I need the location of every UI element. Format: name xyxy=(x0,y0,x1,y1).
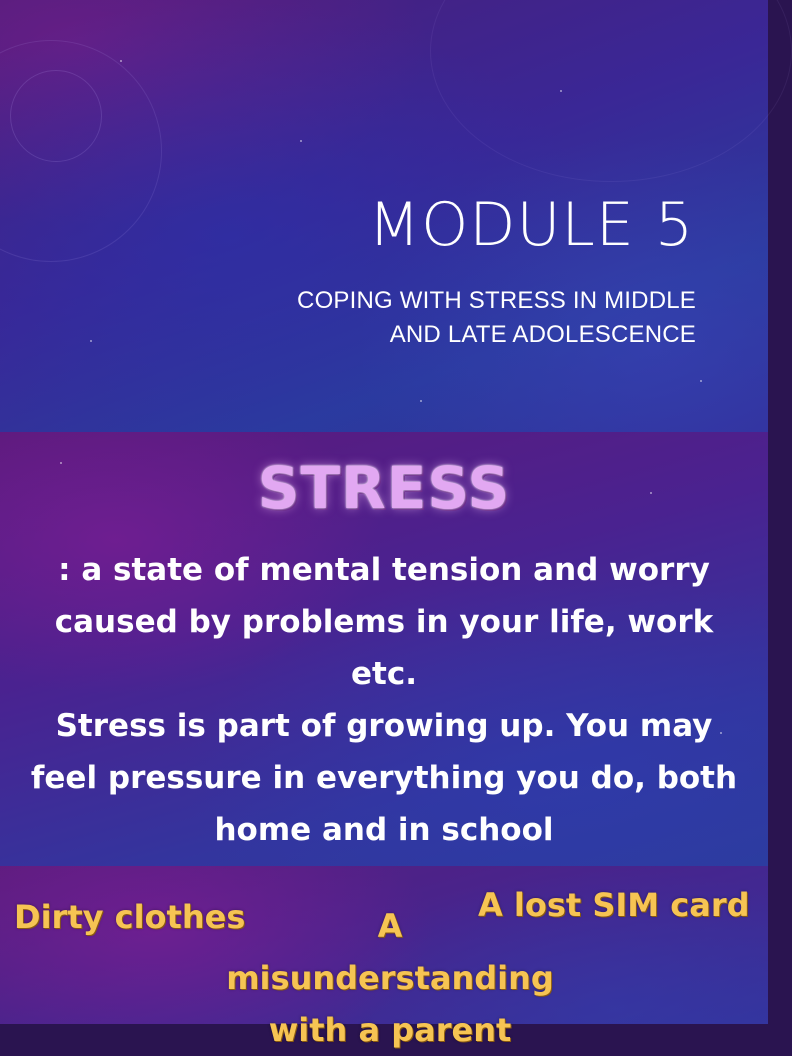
stressor-line: with a parent xyxy=(268,1011,512,1049)
stressor-line: A xyxy=(377,907,403,945)
stressor-line: misunderstanding xyxy=(226,959,554,997)
slide-title: MODULE 5 xyxy=(368,190,694,260)
explanation-line: home and in school xyxy=(214,812,554,848)
stressor-misunderstanding-with-parent xyxy=(200,900,580,1056)
stress-definition-slide xyxy=(0,432,768,866)
decorative-star xyxy=(560,90,562,92)
decorative-orbit-ring xyxy=(10,70,102,162)
subtitle-line: COPING WITH STRESS IN MIDDLE xyxy=(297,287,696,314)
decorative-star xyxy=(300,140,302,142)
stressors-slide xyxy=(0,866,768,1049)
slide-subtitle xyxy=(236,284,696,351)
explanation-line: feel pressure in everything you do, both xyxy=(30,760,738,796)
stress-definition-text xyxy=(18,544,750,856)
title-slide xyxy=(0,0,768,432)
subtitle-line: AND LATE ADOLESCENCE xyxy=(389,320,696,348)
decorative-star xyxy=(120,60,122,62)
decorative-star xyxy=(90,340,92,342)
stress-heading: STRESS xyxy=(257,454,511,522)
decorative-star xyxy=(700,380,702,382)
decorative-orbit-ring xyxy=(430,0,792,182)
decorative-star xyxy=(420,400,422,402)
explanation-line: Stress is part of growing up. You may xyxy=(55,708,713,744)
stressor-dirty-clothes: Dirty clothes xyxy=(14,898,246,936)
definition-line: etc. xyxy=(351,656,417,692)
definition-line: : a state of mental tension and worry xyxy=(58,552,710,588)
definition-line: caused by problems in your life, work xyxy=(54,604,714,640)
stressor-lost-sim-card: A lost SIM card xyxy=(478,886,750,924)
